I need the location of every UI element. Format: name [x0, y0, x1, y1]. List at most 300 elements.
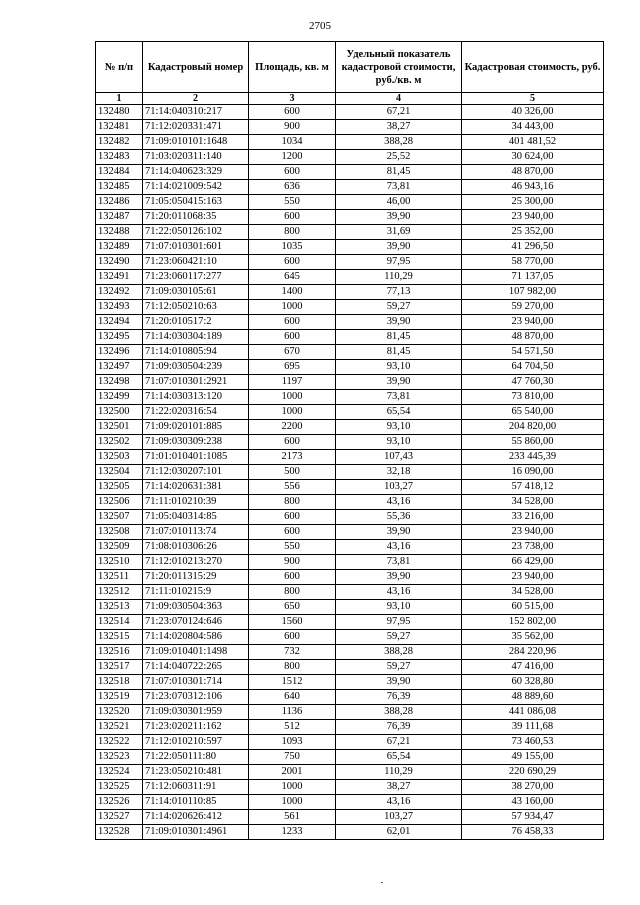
cadastral-value: 60 328,80: [462, 675, 604, 690]
cadastral-value: 59 270,00: [462, 300, 604, 315]
cadastral-number: 71:07:010301:601: [143, 240, 249, 255]
area: 645: [249, 270, 336, 285]
cadastral-number: 71:14:020631:381: [143, 480, 249, 495]
cadastral-value: 23 940,00: [462, 210, 604, 225]
cadastral-number: 71:14:040310:217: [143, 105, 249, 120]
page-number: 2705: [309, 20, 331, 32]
cadastral-value: 46 943,16: [462, 180, 604, 195]
table-row: [96, 360, 604, 375]
table-row: [96, 465, 604, 480]
area: 732: [249, 645, 336, 660]
table-row: [96, 540, 604, 555]
cadastral-value: 152 802,00: [462, 615, 604, 630]
table-row: [96, 750, 604, 765]
specific-value: 388,28: [336, 705, 462, 720]
row-number: 132504: [96, 465, 143, 480]
specific-value: 76,39: [336, 690, 462, 705]
table-row: [96, 375, 604, 390]
table-row: [96, 105, 604, 120]
cadastral-value: 48 889,60: [462, 690, 604, 705]
cadastral-value: 38 270,00: [462, 780, 604, 795]
cadastral-number: 71:14:040722:265: [143, 660, 249, 675]
area: 800: [249, 225, 336, 240]
cadastral-number: 71:20:010517:2: [143, 315, 249, 330]
specific-value: 59,27: [336, 300, 462, 315]
table-row: [96, 120, 604, 135]
cadastral-number: 71:09:020101:885: [143, 420, 249, 435]
row-number: 132510: [96, 555, 143, 570]
cadastral-number: 71:09:030504:363: [143, 600, 249, 615]
table-row: [96, 570, 604, 585]
cadastral-value: 66 429,00: [462, 555, 604, 570]
table-row: [96, 435, 604, 450]
row-number: 132508: [96, 525, 143, 540]
area: 550: [249, 195, 336, 210]
row-number: 132505: [96, 480, 143, 495]
specific-value: 73,81: [336, 555, 462, 570]
cadastral-number: 71:12:030207:101: [143, 465, 249, 480]
row-number: 132489: [96, 240, 143, 255]
specific-value: 65,54: [336, 405, 462, 420]
column-index-row: [96, 93, 604, 105]
specific-value: 93,10: [336, 360, 462, 375]
table-row: [96, 285, 604, 300]
specific-value: 97,95: [336, 615, 462, 630]
row-number: 132502: [96, 435, 143, 450]
area: 600: [249, 315, 336, 330]
row-number: 132493: [96, 300, 143, 315]
row-number: 132525: [96, 780, 143, 795]
cadastral-number: 71:23:060421:10: [143, 255, 249, 270]
area: 1000: [249, 390, 336, 405]
cadastral-number: 71:09:010401:1498: [143, 645, 249, 660]
table-row: [96, 630, 604, 645]
specific-value: 81,45: [336, 345, 462, 360]
cadastral-value: 54 571,50: [462, 345, 604, 360]
row-number: 132524: [96, 765, 143, 780]
area: 2001: [249, 765, 336, 780]
cadastral-value: 441 086,08: [462, 705, 604, 720]
cadastral-number: 71:14:030304:189: [143, 330, 249, 345]
specific-value: 93,10: [336, 435, 462, 450]
table-row: [96, 345, 604, 360]
column-header-area: Площадь, кв. м: [249, 42, 336, 93]
specific-value: 76,39: [336, 720, 462, 735]
cadastral-value-table: [95, 41, 604, 840]
row-number: 132507: [96, 510, 143, 525]
specific-value: 39,90: [336, 570, 462, 585]
cadastral-value: 107 982,00: [462, 285, 604, 300]
cadastral-value: 30 624,00: [462, 150, 604, 165]
cadastral-value: 401 481,52: [462, 135, 604, 150]
table-body: [96, 105, 604, 840]
area: 600: [249, 255, 336, 270]
area: 1400: [249, 285, 336, 300]
table-row: [96, 720, 604, 735]
column-header-number: № п/п: [96, 42, 143, 93]
cadastral-number: 71:23:060117:277: [143, 270, 249, 285]
cadastral-value: 16 090,00: [462, 465, 604, 480]
specific-value: 43,16: [336, 495, 462, 510]
cadastral-value: 34 528,00: [462, 585, 604, 600]
row-number: 132501: [96, 420, 143, 435]
specific-value: 388,28: [336, 645, 462, 660]
specific-value: 46,00: [336, 195, 462, 210]
table-row: [96, 555, 604, 570]
cadastral-value: 43 160,00: [462, 795, 604, 810]
area: 1197: [249, 375, 336, 390]
cadastral-value: 35 562,00: [462, 630, 604, 645]
cadastral-value: 23 940,00: [462, 570, 604, 585]
cadastral-number: 71:05:050415:163: [143, 195, 249, 210]
area: 650: [249, 600, 336, 615]
row-number: 132495: [96, 330, 143, 345]
specific-value: 67,21: [336, 735, 462, 750]
specific-value: 77,13: [336, 285, 462, 300]
cadastral-number: 71:07:010113:74: [143, 525, 249, 540]
row-number: 132490: [96, 255, 143, 270]
area: 695: [249, 360, 336, 375]
specific-value: 81,45: [336, 165, 462, 180]
table-row: [96, 300, 604, 315]
row-number: 132494: [96, 315, 143, 330]
specific-value: 103,27: [336, 810, 462, 825]
specific-value: 43,16: [336, 795, 462, 810]
specific-value: 110,29: [336, 270, 462, 285]
cadastral-number: 71:09:030309:238: [143, 435, 249, 450]
area: 600: [249, 105, 336, 120]
area: 600: [249, 525, 336, 540]
cadastral-value: 47 760,30: [462, 375, 604, 390]
specific-value: 103,27: [336, 480, 462, 495]
column-index: 3: [249, 93, 336, 105]
area: 1000: [249, 795, 336, 810]
row-number: 132499: [96, 390, 143, 405]
table-row: [96, 240, 604, 255]
specific-value: 59,27: [336, 630, 462, 645]
table-row: [96, 690, 604, 705]
cadastral-value: 60 515,00: [462, 600, 604, 615]
cadastral-value: 284 220,96: [462, 645, 604, 660]
table-row: [96, 420, 604, 435]
cadastral-value: 41 296,50: [462, 240, 604, 255]
table-row: [96, 780, 604, 795]
specific-value: 39,90: [336, 240, 462, 255]
row-number: 132513: [96, 600, 143, 615]
specific-value: 73,81: [336, 390, 462, 405]
specific-value: 43,16: [336, 540, 462, 555]
area: 670: [249, 345, 336, 360]
table-row: [96, 390, 604, 405]
area: 556: [249, 480, 336, 495]
area: 636: [249, 180, 336, 195]
cadastral-number: 71:11:010215:9: [143, 585, 249, 600]
row-number: 132492: [96, 285, 143, 300]
cadastral-number: 71:12:010210:597: [143, 735, 249, 750]
column-header-specific-value: Удельный показатель кадастровой стоимости, руб./кв. м: [336, 42, 462, 93]
table-row: [96, 135, 604, 150]
cadastral-value: 23 940,00: [462, 315, 604, 330]
specific-value: 388,28: [336, 135, 462, 150]
row-number: 132523: [96, 750, 143, 765]
cadastral-value: 64 704,50: [462, 360, 604, 375]
cadastral-value: 233 445,39: [462, 450, 604, 465]
row-number: 132498: [96, 375, 143, 390]
cadastral-value: 23 940,00: [462, 525, 604, 540]
table-row: [96, 705, 604, 720]
area: 1512: [249, 675, 336, 690]
area: 800: [249, 660, 336, 675]
row-number: 132483: [96, 150, 143, 165]
specific-value: 59,27: [336, 660, 462, 675]
area: 800: [249, 585, 336, 600]
cadastral-number: 71:07:010301:2921: [143, 375, 249, 390]
table-row: [96, 765, 604, 780]
column-index: 5: [462, 93, 604, 105]
table-row: [96, 315, 604, 330]
column-index: 2: [143, 93, 249, 105]
cadastral-number: 71:09:010301:4961: [143, 825, 249, 840]
specific-value: 39,90: [336, 375, 462, 390]
area: 512: [249, 720, 336, 735]
cadastral-number: 71:05:040314:85: [143, 510, 249, 525]
table-row: [96, 195, 604, 210]
specific-value: 62,01: [336, 825, 462, 840]
cadastral-value: 73 810,00: [462, 390, 604, 405]
table-row: [96, 405, 604, 420]
cadastral-value: 25 300,00: [462, 195, 604, 210]
specific-value: 110,29: [336, 765, 462, 780]
area: 1035: [249, 240, 336, 255]
specific-value: 39,90: [336, 315, 462, 330]
row-number: 132516: [96, 645, 143, 660]
row-number: 132484: [96, 165, 143, 180]
cadastral-number: 71:14:020626:412: [143, 810, 249, 825]
table-row: [96, 525, 604, 540]
cadastral-number: 71:22:050111:80: [143, 750, 249, 765]
specific-value: 93,10: [336, 420, 462, 435]
cadastral-number: 71:22:020316:54: [143, 405, 249, 420]
specific-value: 31,69: [336, 225, 462, 240]
area: 500: [249, 465, 336, 480]
cadastral-number: 71:09:030504:239: [143, 360, 249, 375]
cadastral-number: 71:23:070124:646: [143, 615, 249, 630]
cadastral-number: 71:09:030301:959: [143, 705, 249, 720]
specific-value: 32,18: [336, 465, 462, 480]
area: 900: [249, 555, 336, 570]
row-number: 132500: [96, 405, 143, 420]
area: 550: [249, 540, 336, 555]
table-row: [96, 270, 604, 285]
cadastral-value: 40 326,00: [462, 105, 604, 120]
row-number: 132486: [96, 195, 143, 210]
table-row: [96, 825, 604, 840]
cadastral-number: 71:08:010306:26: [143, 540, 249, 555]
cadastral-value: 48 870,00: [462, 330, 604, 345]
area: 600: [249, 510, 336, 525]
column-index: 4: [336, 93, 462, 105]
cadastral-number: 71:23:070312:106: [143, 690, 249, 705]
table-row: [96, 165, 604, 180]
specific-value: 107,43: [336, 450, 462, 465]
specific-value: 39,90: [336, 675, 462, 690]
column-header-cadastral-number: Кадастровый номер: [143, 42, 249, 93]
area: 600: [249, 330, 336, 345]
cadastral-number: 71:23:050210:481: [143, 765, 249, 780]
table-row: [96, 645, 604, 660]
cadastral-value: 71 137,05: [462, 270, 604, 285]
cadastral-value: 220 690,29: [462, 765, 604, 780]
cadastral-number: 71:09:030105:61: [143, 285, 249, 300]
area: 600: [249, 570, 336, 585]
table-row: [96, 510, 604, 525]
row-number: 132487: [96, 210, 143, 225]
row-number: 132515: [96, 630, 143, 645]
cadastral-value: 204 820,00: [462, 420, 604, 435]
table-header-row: [96, 42, 604, 93]
row-number: 132521: [96, 720, 143, 735]
area: 900: [249, 120, 336, 135]
area: 1136: [249, 705, 336, 720]
cadastral-number: 71:09:010101:1648: [143, 135, 249, 150]
scan-speck: [381, 882, 383, 883]
column-header-cadastral-value: Кадастровая стоимость, руб.: [462, 42, 604, 93]
area: 600: [249, 630, 336, 645]
area: 1034: [249, 135, 336, 150]
table-row: [96, 150, 604, 165]
cadastral-value: 23 738,00: [462, 540, 604, 555]
column-index: 1: [96, 93, 143, 105]
cadastral-value: 55 860,00: [462, 435, 604, 450]
row-number: 132526: [96, 795, 143, 810]
area: 600: [249, 435, 336, 450]
row-number: 132518: [96, 675, 143, 690]
area: 1560: [249, 615, 336, 630]
row-number: 132485: [96, 180, 143, 195]
cadastral-number: 71:12:020331:471: [143, 120, 249, 135]
specific-value: 43,16: [336, 585, 462, 600]
row-number: 132509: [96, 540, 143, 555]
specific-value: 39,90: [336, 525, 462, 540]
area: 800: [249, 495, 336, 510]
specific-value: 38,27: [336, 120, 462, 135]
cadastral-value: 25 352,00: [462, 225, 604, 240]
cadastral-value: 65 540,00: [462, 405, 604, 420]
row-number: 132517: [96, 660, 143, 675]
specific-value: 93,10: [336, 600, 462, 615]
area: 600: [249, 210, 336, 225]
table-row: [96, 795, 604, 810]
specific-value: 25,52: [336, 150, 462, 165]
cadastral-number: 71:12:010213:270: [143, 555, 249, 570]
row-number: 132520: [96, 705, 143, 720]
cadastral-number: 71:12:060311:91: [143, 780, 249, 795]
cadastral-number: 71:14:010110:85: [143, 795, 249, 810]
table-row: [96, 495, 604, 510]
area: 1200: [249, 150, 336, 165]
row-number: 132514: [96, 615, 143, 630]
row-number: 132511: [96, 570, 143, 585]
cadastral-value: 39 111,68: [462, 720, 604, 735]
cadastral-number: 71:20:011315:29: [143, 570, 249, 585]
specific-value: 97,95: [336, 255, 462, 270]
cadastral-value: 76 458,33: [462, 825, 604, 840]
cadastral-value: 58 770,00: [462, 255, 604, 270]
cadastral-value: 49 155,00: [462, 750, 604, 765]
row-number: 132506: [96, 495, 143, 510]
specific-value: 67,21: [336, 105, 462, 120]
row-number: 132496: [96, 345, 143, 360]
table-row: [96, 675, 604, 690]
specific-value: 65,54: [336, 750, 462, 765]
cadastral-number: 71:14:030313:120: [143, 390, 249, 405]
table-row: [96, 585, 604, 600]
table-row: [96, 615, 604, 630]
row-number: 132528: [96, 825, 143, 840]
cadastral-number: 71:01:010401:1085: [143, 450, 249, 465]
table-row: [96, 660, 604, 675]
cadastral-number: 71:12:050210:63: [143, 300, 249, 315]
cadastral-value: 34 528,00: [462, 495, 604, 510]
table-row: [96, 255, 604, 270]
area: 1000: [249, 405, 336, 420]
row-number: 132527: [96, 810, 143, 825]
row-number: 132512: [96, 585, 143, 600]
cadastral-number: 71:23:020211:162: [143, 720, 249, 735]
specific-value: 55,36: [336, 510, 462, 525]
cadastral-value: 48 870,00: [462, 165, 604, 180]
row-number: 132522: [96, 735, 143, 750]
area: 1000: [249, 780, 336, 795]
table-row: [96, 480, 604, 495]
cadastral-value: 73 460,53: [462, 735, 604, 750]
cadastral-number: 71:03:020311:140: [143, 150, 249, 165]
cadastral-number: 71:14:020804:586: [143, 630, 249, 645]
specific-value: 73,81: [336, 180, 462, 195]
row-number: 132480: [96, 105, 143, 120]
cadastral-number: 71:14:010805:94: [143, 345, 249, 360]
row-number: 132488: [96, 225, 143, 240]
table-row: [96, 450, 604, 465]
row-number: 132497: [96, 360, 143, 375]
row-number: 132491: [96, 270, 143, 285]
cadastral-value: 57 418,12: [462, 480, 604, 495]
specific-value: 39,90: [336, 210, 462, 225]
area: 1233: [249, 825, 336, 840]
table-row: [96, 180, 604, 195]
row-number: 132481: [96, 120, 143, 135]
row-number: 132482: [96, 135, 143, 150]
cadastral-value: 47 416,00: [462, 660, 604, 675]
area: 2173: [249, 450, 336, 465]
table-row: [96, 735, 604, 750]
cadastral-value: 34 443,00: [462, 120, 604, 135]
specific-value: 38,27: [336, 780, 462, 795]
area: 561: [249, 810, 336, 825]
cadastral-number: 71:14:040623:329: [143, 165, 249, 180]
specific-value: 81,45: [336, 330, 462, 345]
area: 2200: [249, 420, 336, 435]
cadastral-number: 71:07:010301:714: [143, 675, 249, 690]
table-row: [96, 600, 604, 615]
area: 1093: [249, 735, 336, 750]
cadastral-number: 71:14:021009:542: [143, 180, 249, 195]
cadastral-number: 71:20:011068:35: [143, 210, 249, 225]
table-row: [96, 210, 604, 225]
table-row: [96, 225, 604, 240]
row-number: 132503: [96, 450, 143, 465]
row-number: 132519: [96, 690, 143, 705]
